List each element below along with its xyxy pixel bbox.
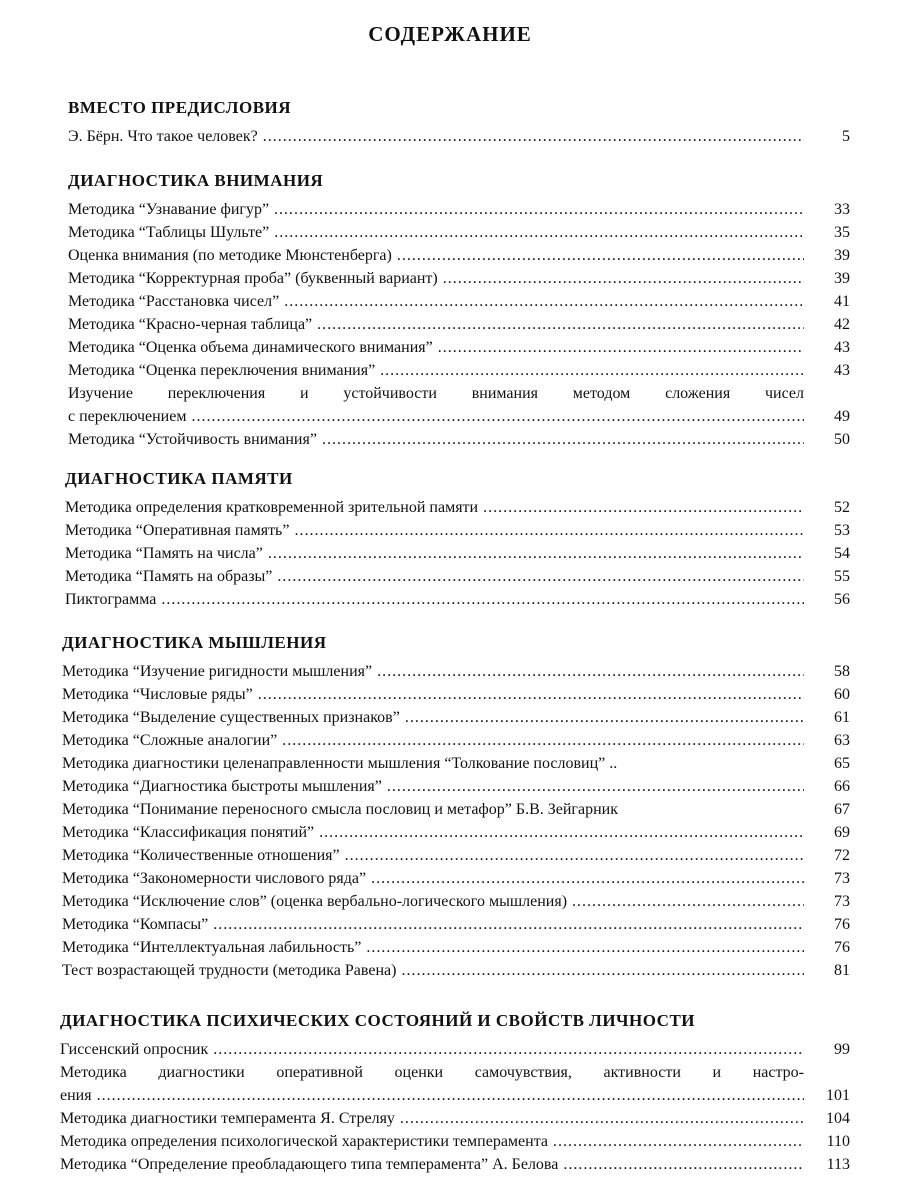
entry-page-number: 99: [834, 1041, 850, 1058]
entry-page-number: 52: [834, 499, 850, 516]
entry-page-number: 73: [834, 870, 850, 887]
entry-title: Методика “Выделение существенных признаков” .....: [62, 706, 804, 729]
page-title: СОДЕРЖАНИЕ: [368, 22, 532, 46]
entry-page-number: 42: [834, 316, 850, 333]
entry-title: Методика “Память на образы” .....: [65, 565, 804, 588]
entry-page-number: 72: [834, 847, 850, 864]
entry-title: Методика “Расстановка чисел” .....: [68, 290, 804, 313]
entry-title: Методика “Оценка переключения внимания” .....: [68, 359, 804, 382]
entry-title: Методика “Интеллектуальная лабильность” .....: [62, 936, 804, 959]
entry-title: Методика “Устойчивость внимания” .....: [68, 428, 804, 451]
toc-entry[interactable]: [68, 198, 850, 221]
toc-entry[interactable]: [68, 336, 850, 359]
toc-entry[interactable]: [62, 798, 850, 821]
entry-page-number: 55: [834, 568, 850, 585]
section-thinking: [62, 630, 850, 982]
entry-page-number: 35: [834, 224, 850, 241]
entry-title: Методика “Количественные отношения” .....: [62, 844, 804, 867]
entry-page-number: 58: [834, 663, 850, 680]
entry-title: Методика “Изучение ригидности мышления” .....: [62, 660, 804, 683]
entry-page-number: 43: [834, 362, 850, 379]
entry-page-number: 76: [834, 939, 850, 956]
entry-title: Пиктограмма .....: [65, 588, 804, 611]
entry-title: Методика “Классификация понятий” .....: [62, 821, 804, 844]
toc-entry[interactable]: [68, 359, 850, 382]
entry-page-number: 41: [834, 293, 850, 310]
entry-title: Методика “Оценка объема динамического внимания” .....: [68, 336, 804, 359]
entry-page-number: 39: [834, 247, 850, 264]
entry-title: Методика “Числовые ряды” .....: [62, 683, 804, 706]
entry-page-number: 66: [834, 778, 850, 795]
entry-title: Методика “Память на числа” .....: [65, 542, 804, 565]
toc-entry[interactable]: [65, 496, 850, 519]
entry-title: Методика “Сложные аналогии” .....: [62, 729, 804, 752]
section-heading: ДИАГНОСТИКА ПАМЯТИ: [65, 469, 293, 488]
section-foreword: [68, 95, 850, 148]
section-heading: ДИАГНОСТИКА ВНИМАНИЯ: [68, 171, 324, 190]
toc-entry[interactable]: [62, 867, 850, 890]
entry-page-number: 54: [834, 545, 850, 562]
entry-title: Методика “Корректурная проба” (буквенный вариант) .....: [68, 267, 804, 290]
toc-entry[interactable]: [62, 683, 850, 706]
entry-page-number: 81: [834, 962, 850, 979]
entry-title: Методика диагностики целенаправленности мышления “Толкование пословиц” ..: [62, 755, 618, 772]
entry-page-number: 56: [834, 591, 850, 608]
entry-title: Оценка внимания (по методике Мюнстенберга) .....: [68, 244, 804, 267]
section-attention: [68, 168, 850, 451]
toc-entry[interactable]: [62, 706, 850, 729]
entry-title: Гиссенский опросник .....: [60, 1038, 804, 1061]
toc-entry[interactable]: [62, 775, 850, 798]
toc-entry[interactable]: [68, 267, 850, 290]
entry-page-number: 101: [826, 1087, 850, 1104]
entry-title: Методика “Понимание переносного смысла пословиц и метафор” Б.В. Зейгарник: [62, 801, 618, 818]
section-heading: ДИАГНОСТИКА МЫШЛЕНИЯ: [62, 633, 327, 652]
entry-page-number: 61: [834, 709, 850, 726]
entry-page-number: 50: [834, 431, 850, 448]
entry-page-number: 69: [834, 824, 850, 841]
entry-title: Изучение переключения и устойчивости внимания методом сложения чисел: [68, 385, 804, 402]
entry-title: Методика диагностики оперативной оценки самочувствия, активности и настро-: [60, 1064, 804, 1081]
entry-title: Методика “Исключение слов” (оценка вербально-логического мышления) .....: [62, 890, 804, 913]
entry-page-number: 60: [834, 686, 850, 703]
section-states-personality: [60, 1008, 850, 1176]
toc-entry[interactable]: [62, 660, 850, 683]
entry-title: с переключением .....: [68, 405, 804, 428]
entry-page-number: 5: [842, 128, 850, 145]
toc-entry[interactable]: [60, 1153, 850, 1176]
section-heading: ДИАГНОСТИКА ПСИХИЧЕСКИХ СОСТОЯНИЙ И СВОЙСТВ ЛИЧНОСТИ: [60, 1011, 696, 1030]
toc-entry[interactable]: [68, 290, 850, 313]
toc-entry[interactable]: [68, 244, 850, 267]
entry-title: Методика диагностики темперамента Я. Стреляу .....: [60, 1107, 804, 1130]
toc-entry[interactable]: [62, 890, 850, 913]
entry-title: Э. Бёрн. Что такое человек? .....: [68, 125, 804, 148]
entry-title: Методика “Диагностика быстроты мышления” .....: [62, 775, 804, 798]
entry-title: Методика “Красно-черная таблица” .....: [68, 313, 804, 336]
toc-entry[interactable]: [60, 1038, 850, 1061]
entry-page-number: 67: [834, 801, 850, 818]
entry-page-number: 49: [834, 408, 850, 425]
entry-title: Методика “Определение преобладающего типа темперамента” А. Белова .....: [60, 1153, 804, 1176]
entry-title: Методика “Таблицы Шульте” .....: [68, 221, 804, 244]
toc-entry[interactable]: [65, 565, 850, 588]
entry-page-number: 76: [834, 916, 850, 933]
toc-entry[interactable]: [62, 959, 850, 982]
toc-entry[interactable]: [62, 844, 850, 867]
entry-title: Методика определения кратковременной зрительной памяти .....: [65, 496, 804, 519]
entry-page-number: 43: [834, 339, 850, 356]
entry-title: Методика определения психологической характеристики темперамента .....: [60, 1130, 804, 1153]
entry-page-number: 39: [834, 270, 850, 287]
toc-entry[interactable]: [62, 752, 850, 775]
toc-entry[interactable]: [60, 1084, 850, 1107]
entry-title: Методика “Закономерности числового ряда” .....: [62, 867, 804, 890]
entry-title: Тест возрастающей трудности (методика Равена) .....: [62, 959, 804, 982]
entry-title: ения .....: [60, 1084, 804, 1107]
toc-entry[interactable]: [68, 125, 850, 148]
entry-page-number: 53: [834, 522, 850, 539]
entry-page-number: 65: [834, 755, 850, 772]
toc-entry[interactable]: [62, 729, 850, 752]
toc-entry[interactable]: [65, 542, 850, 565]
entry-page-number: 63: [834, 732, 850, 749]
toc-entry[interactable]: [65, 588, 850, 611]
toc-entry[interactable]: [68, 405, 850, 428]
section-heading: ВМЕСТО ПРЕДИСЛОВИЯ: [68, 98, 292, 117]
entry-page-number: 33: [834, 201, 850, 218]
toc-entry[interactable]: [60, 1061, 850, 1084]
entry-title: Методика “Компасы” .....: [62, 913, 804, 936]
entry-page-number: 110: [826, 1133, 850, 1150]
toc-entry[interactable]: [68, 382, 850, 405]
entry-page-number: 104: [826, 1110, 850, 1127]
entry-title: Методика “Узнавание фигур” .....: [68, 198, 804, 221]
toc-entry[interactable]: [68, 221, 850, 244]
entry-page-number: 73: [834, 893, 850, 910]
toc-entry[interactable]: [60, 1107, 850, 1130]
toc-entry[interactable]: [65, 519, 850, 542]
entry-title: Методика “Оперативная память” .....: [65, 519, 804, 542]
section-memory: [65, 466, 850, 611]
toc-entry[interactable]: [68, 428, 850, 451]
entry-page-number: 113: [826, 1156, 850, 1173]
toc-entry[interactable]: [60, 1130, 850, 1153]
toc-entry[interactable]: [68, 313, 850, 336]
toc-entry[interactable]: [62, 913, 850, 936]
toc-entry[interactable]: [62, 821, 850, 844]
toc-entry[interactable]: [62, 936, 850, 959]
